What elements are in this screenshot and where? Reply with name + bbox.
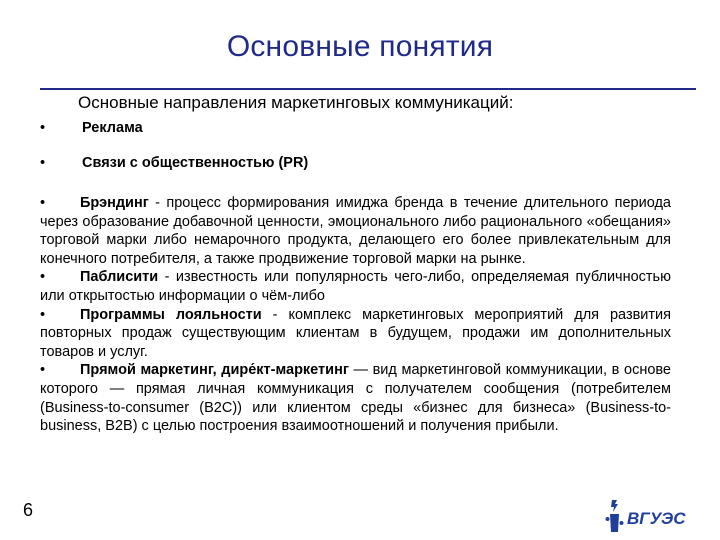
term: Брэндинг [80,195,149,211]
item-label: Реклама [82,120,143,136]
definition-loyalty [40,306,671,362]
definitions-block [40,194,671,436]
bullet: • [40,362,46,379]
bullet: • [40,269,46,286]
page-number: 6 [23,500,34,520]
list-item-advertising [40,120,143,136]
definition-direct-marketing [40,361,671,435]
term: Программы лояльности [80,306,262,323]
term: Прямой маркетинг, дире́кт-маркетинг [80,362,349,379]
list-item-pr [40,155,308,171]
university-logo [604,498,696,534]
definition-text: - комплекс маркетинговых мероприятий для развития повторных продаж существующим клиентам в будущем, продажи им дополнительных товаров и услуг. [40,306,671,360]
bullet: • [40,120,46,136]
definition-text: - известность или популярность чего-либо, определяемая публичностью или открытостью информации о чём-либо [40,269,671,304]
term: Паблисити [80,269,159,286]
definition-text: - процесс формирования имиджа бренда в течение длительного периода через образование добавочной ценности, эмоционального либо рационального «обещания» торговой марки либо немарочного продукта, делающего его более привлекательным для конечного потребителя, а также продвижение торговой марки на рынке. [40,195,671,267]
item-label: Связи с общественностью (PR) [82,155,309,171]
definition-branding [40,194,671,268]
slide-title: Основные понятия [226,30,494,63]
bullet: • [40,155,46,171]
title-divider [40,88,696,90]
bullet: • [40,195,46,211]
slide-subtitle: Основные направления маркетинговых коммуникаций: [78,93,514,112]
definition-text: — вид маркетинговой коммуникации, в основе которого — прямая личная коммуникация с получателем сообщения (потребителем (Business-to-consumer (B2C)) или клиентом среды «бизнес для бизнеса» (Business-to-business, B2B) с целью построения взаимоотношений и получения прибыли. [40,362,671,435]
bullet: • [40,306,46,323]
logo-text: ВГУЭС [627,509,686,528]
definition-publicity [40,268,671,305]
